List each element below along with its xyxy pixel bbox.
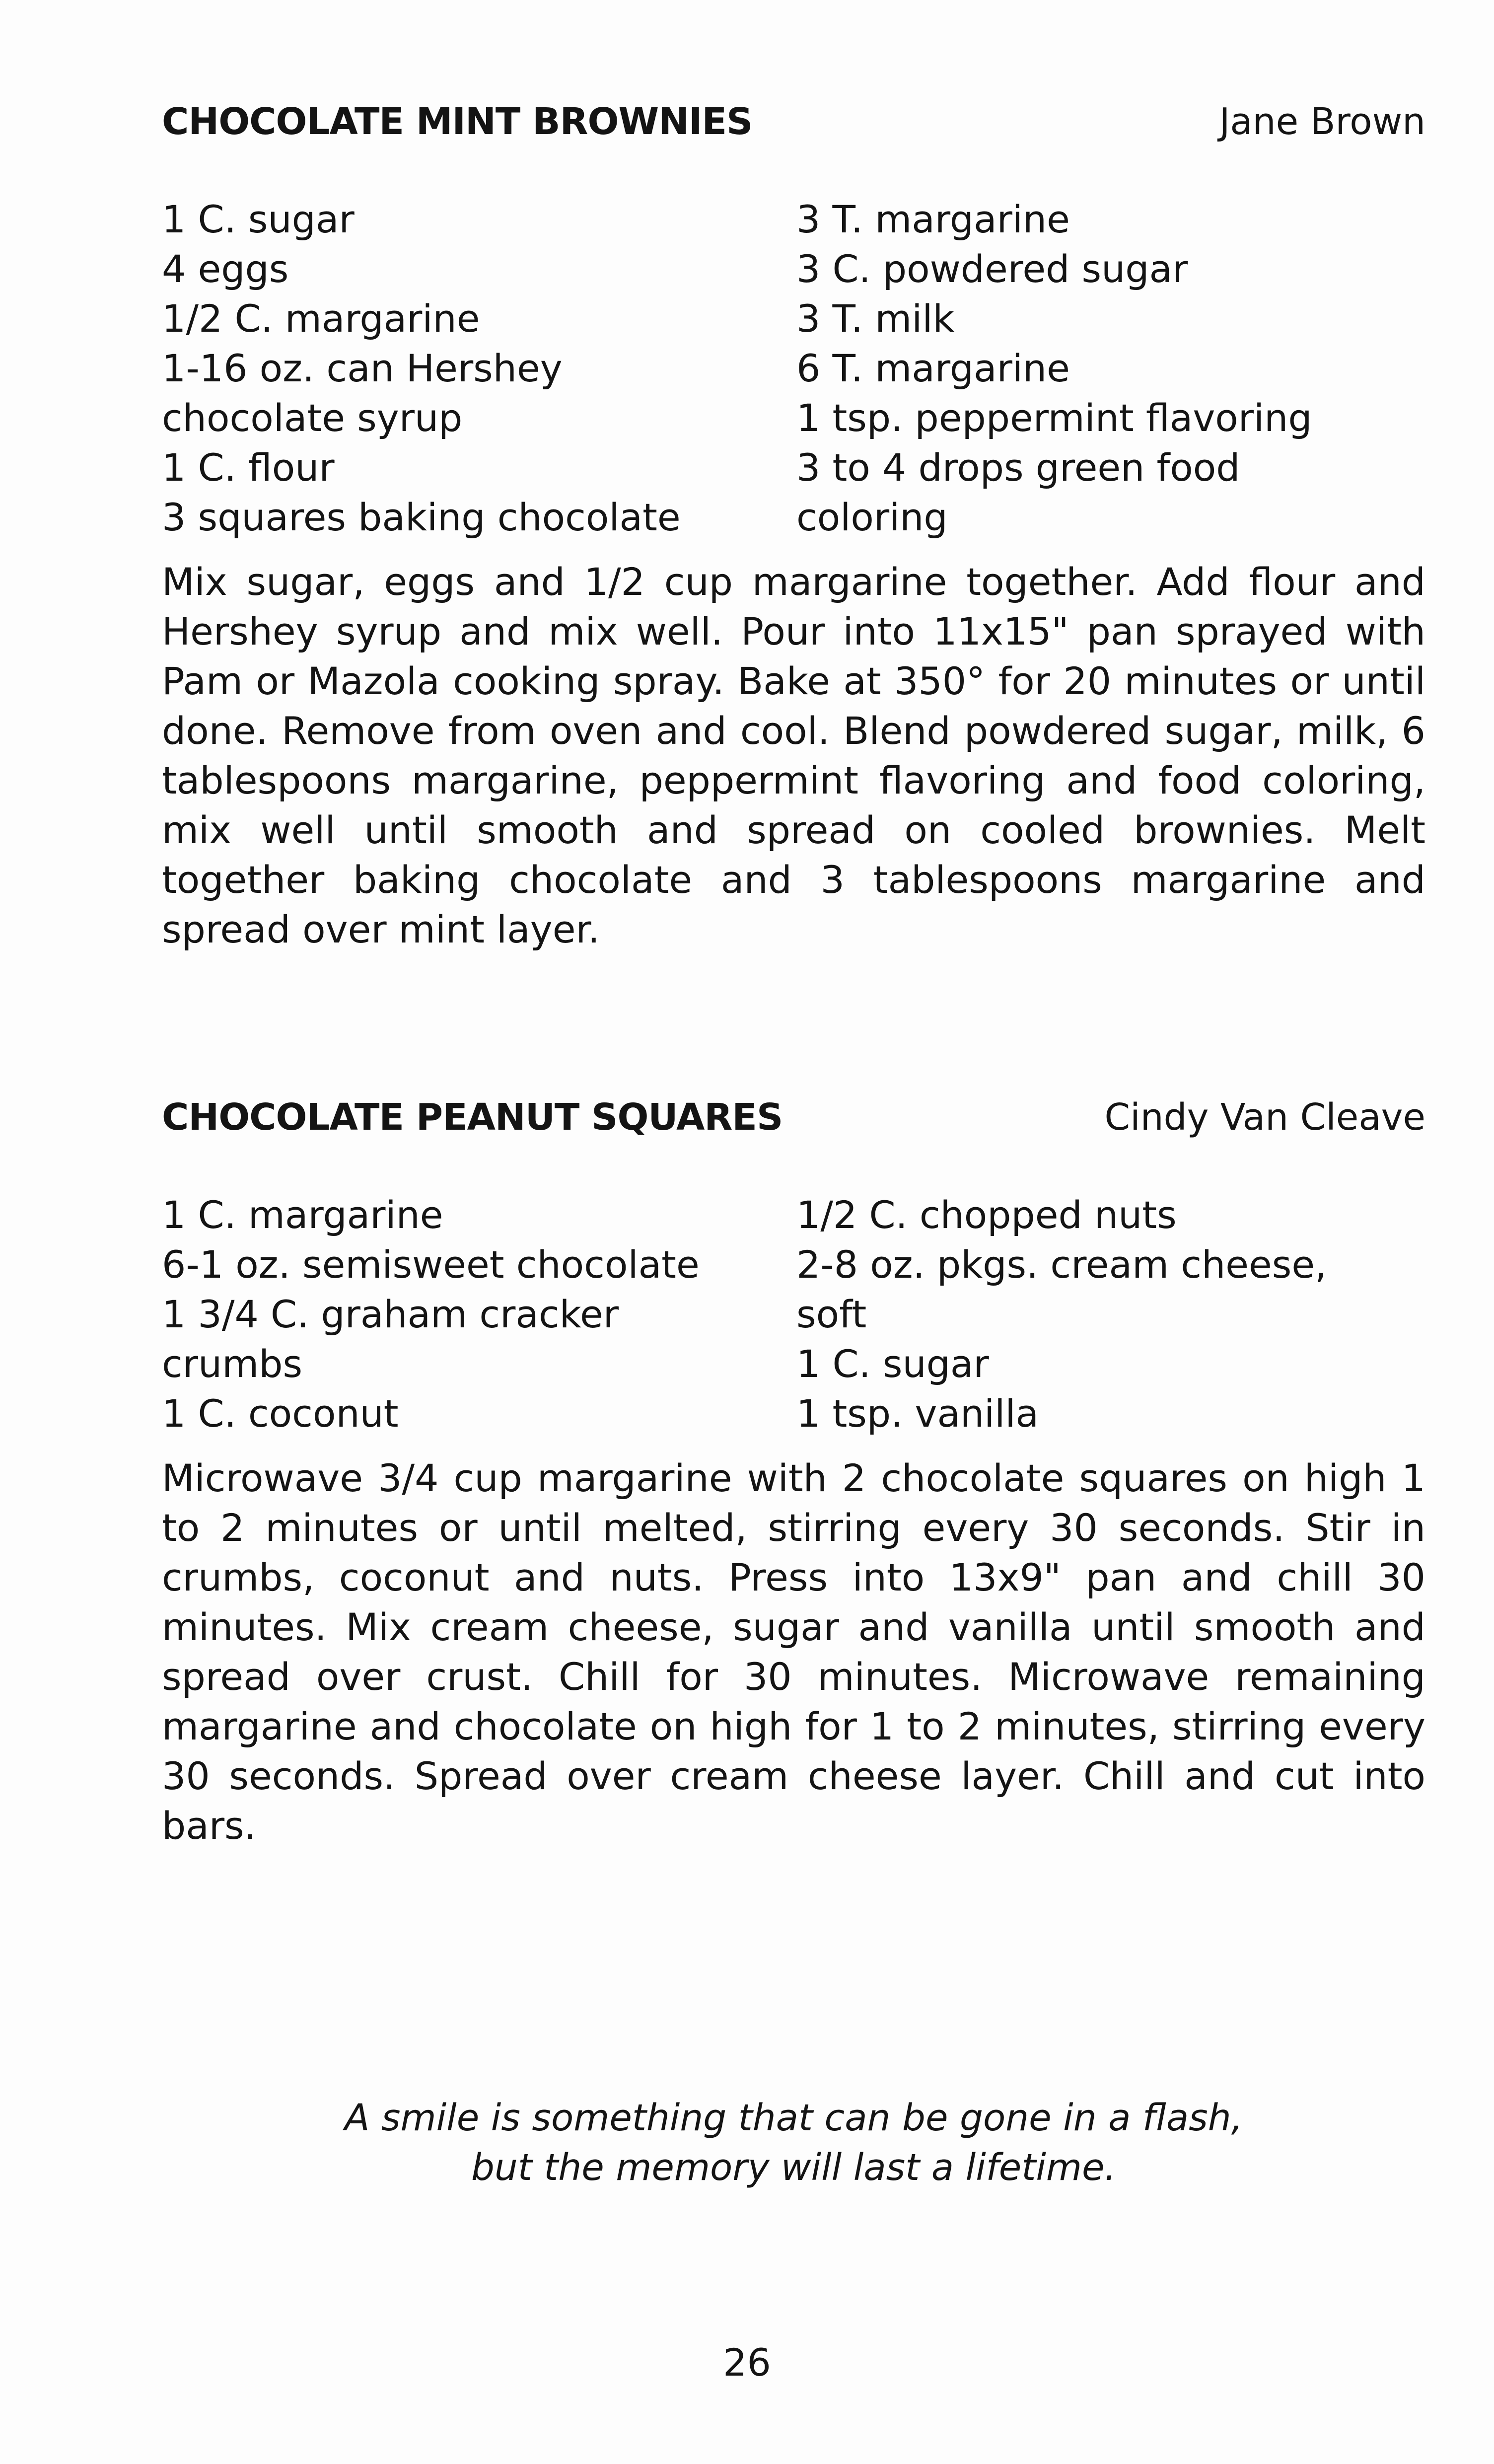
ingredient: 3 T. margarine [796,197,1070,241]
ingredient: 3 to 4 drops green food [796,445,1240,490]
ingredient: 2-8 oz. pkgs. cream cheese, [796,1242,1327,1287]
ingredient: coloring [796,495,948,539]
ingredient: 3 C. powdered sugar [796,247,1188,291]
ingredient: 1 3/4 C. graham cracker [162,1292,619,1336]
ingredient-column-right [796,1190,1327,1439]
ingredient-column-left [162,195,796,542]
ingredient: 1 C. sugar [796,1342,989,1386]
ingredient: 1 tsp. vanilla [796,1391,1039,1436]
ingredient: 1 C. margarine [162,1193,443,1237]
recipe-header [162,1092,1425,1142]
ingredient: 4 eggs [162,247,289,291]
ingredient: 6 T. margarine [796,346,1070,390]
ingredient: 3 T. milk [796,296,955,341]
page-number: 26 [723,2340,771,2385]
ingredient: 1 C. coconut [162,1391,399,1436]
ingredient: 1 tsp. peppermint flavoring [796,396,1312,440]
ingredient: 1-16 oz. can Hershey [162,346,563,390]
ingredient: 1/2 C. chopped nuts [796,1193,1177,1237]
ingredient-column-right [796,195,1312,542]
ingredient: 1 C. flour [162,445,335,490]
quote-line: A smile is something that can be gone in a flash, [344,2097,1243,2139]
recipe-instructions: Mix sugar, eggs and 1/2 cup margarine together. Add flour and Hershey syrup and mix well. Pour into 11x15" pan sprayed with Pam or Mazola cooking spray. Bake at 350° for 20 minutes or until done. Remove from oven and cool. Blend powdered sugar, milk, 6 tablespoons margarine, peppermint flavoring and food coloring, mix well until smooth and spread on cooled brownies. Melt together baking chocolate and 3 tablespoons margarine and spread over mint layer. [162,560,1425,951]
ingredient: 1/2 C. margarine [162,296,480,341]
recipe-header [162,97,1425,146]
ingredient: 3 squares baking chocolate [162,495,681,539]
ingredient: 1 C. sugar [162,197,355,241]
quote-line: but the memory will last a lifetime. [471,2146,1117,2189]
recipe-author: Jane Brown [1219,100,1425,143]
recipe-chocolate-mint-brownies [162,97,1425,954]
ingredient-list [162,1190,1425,1439]
recipe-author: Cindy Van Cleave [1104,1096,1425,1139]
recipe-chocolate-peanut-squares [162,1092,1425,1851]
quote [162,2093,1425,2192]
ingredient: soft [796,1292,867,1336]
recipe-title: CHOCOLATE PEANUT SQUARES [162,1096,783,1139]
ingredient: chocolate syrup [162,396,463,440]
ingredient-list [162,195,1425,542]
ingredient-column-left [162,1190,796,1439]
recipe-instructions: Microwave 3/4 cup margarine with 2 chocolate squares on high 1 to 2 minutes or until melted, stirring every 30 seconds. Stir in crumbs, coconut and nuts. Press into 13x9" pan and chill 30 minutes. Mix cream cheese, sugar and vanilla until smooth and spread over crust. Chill for 30 minutes. Microwave remaining margarine and chocolate on high for 1 to 2 minutes, stirring every 30 seconds. Spread over cream cheese layer. Chill and cut into bars. [162,1456,1425,1848]
ingredient: crumbs [162,1342,303,1386]
ingredient: 6-1 oz. semisweet chocolate [162,1242,700,1287]
recipe-title: CHOCOLATE MINT BROWNIES [162,100,753,143]
